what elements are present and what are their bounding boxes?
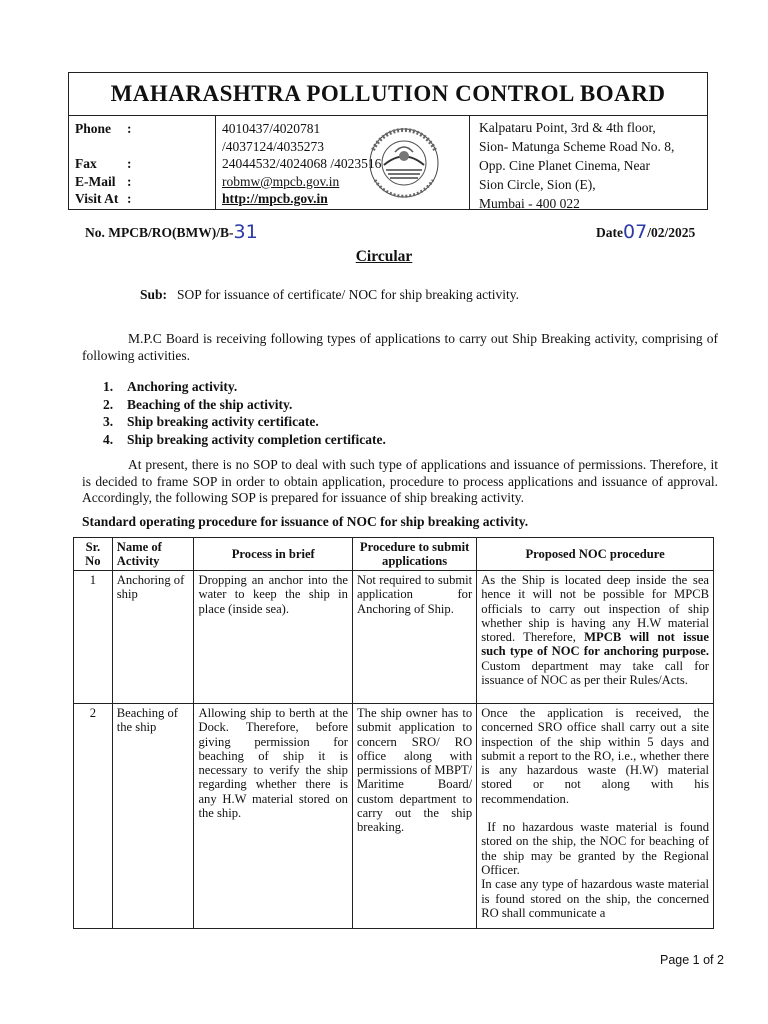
- org-name: MAHARASHTRA POLLUTION CONTROL BOARD: [69, 73, 707, 116]
- table-header-row: [74, 538, 714, 571]
- header-noc-procedure: Proposed NOC procedure: [477, 538, 714, 571]
- subject-label: Sub:: [140, 287, 168, 302]
- email-label: E-Mail: [75, 173, 116, 189]
- header-procedure: Procedure to submit applications: [352, 538, 476, 571]
- table-row: [74, 704, 714, 929]
- cell-sr: 2: [74, 704, 113, 929]
- letterhead-divider: [215, 116, 216, 210]
- phone-line-1: 4010437/4020781: [222, 121, 321, 136]
- phone-label: Phone: [75, 121, 112, 136]
- reference-number: No. MPCB/RO(BMW)/B-31: [85, 221, 258, 243]
- subject-line: [140, 287, 519, 303]
- circular-title: Circular: [355, 248, 413, 265]
- second-paragraph: At present, there is no SOP to deal with such type of applications and issuance of permissions. Therefore, it is decided to frame SOP in order to obtain application, procedure to process applications and issuance of approval. Accordingly, the following SOP is prepared for issuance of ship breaking activity.: [82, 457, 718, 505]
- list-item: 1. Anchoring activity.: [103, 379, 238, 394]
- cell-noc-procedure: As the Ship is located deep inside the sea hence it will not be possible for MPCB officials to carry out inspection of ship whether ship is having any H.W material stored. Therefore, MPCB will not issue such type of NOC for anchoring purpose. Custom department may take call for issuance of NOC as per their Rules/Acts.: [477, 571, 714, 704]
- email-link[interactable]: robmw@mpcb.gov.in: [222, 173, 340, 189]
- handwritten-number: 31: [233, 221, 258, 243]
- fax-value: 24044532/4024068 /4023516: [222, 156, 382, 171]
- visit-label: Visit At: [75, 191, 119, 206]
- handwritten-day: 07: [623, 221, 648, 243]
- reference-date: Date07/02/2025: [596, 221, 696, 243]
- letterhead: [68, 72, 708, 210]
- cell-noc-procedure: Once the application is received, the concerned SRO office shall carry out a site inspection of the ship within 5 days and submit a report to the RO, i.e., whether there is any hazardous waste (H.W) material stored or not along with his recommendation. If no hazardous waste material is found stored on the ship, the NOC for beaching of the ship may be granted by the Regional Officer. In case any type of hazardous waste material is found stored on the ship, the concerned RO shall communicate a: [477, 704, 714, 929]
- subject-text: SOP for issuance of certificate/ NOC for ship breaking activity.: [177, 287, 520, 302]
- office-address: Kalpataru Point, 3rd & 4th floor, Sion- Matunga Scheme Road No. 8, Opp. Cine Planet Cinema, Near Sion Circle, Sion (E), Mumbai - 400 022: [479, 120, 675, 211]
- sop-heading: Standard operating procedure for issuance of NOC for ship breaking activity.: [82, 514, 529, 529]
- table-row: [74, 571, 714, 704]
- list-item: 4. Ship breaking activity completion certificate.: [103, 431, 386, 447]
- sop-table: [73, 537, 714, 929]
- activity-list: [103, 378, 386, 448]
- contact-labels: Phone : Fax : E-Mail : Visit At :: [75, 121, 132, 206]
- cell-sr: 1: [74, 571, 113, 704]
- cell-procedure: Not required to submit application for Anchoring of Ship.: [352, 571, 476, 704]
- header-sr-no: Sr. No: [74, 538, 113, 571]
- header-process: Process in brief: [194, 538, 353, 571]
- cell-procedure: The ship owner has to submit application to concern SRO/ RO office along with permissions of MBPT/ Maritime Board/ custom department to carry out the ship breaking.: [352, 704, 476, 929]
- header-activity-name: Name of Activity: [112, 538, 194, 571]
- page-number: Page 1 of 2: [660, 953, 724, 967]
- cell-activity-name: Beaching of the ship: [112, 704, 194, 929]
- cell-activity-name: Anchoring of ship: [112, 571, 194, 704]
- list-item: 2. Beaching of the ship activity.: [103, 396, 293, 412]
- cell-process: Allowing ship to berth at the Dock. Therefore, before giving permission for beaching of ship it is necessary to verify the ship regarding whether there is any H.W material stored on the ship.: [194, 704, 353, 929]
- fax-label: Fax: [75, 156, 97, 171]
- letterhead-divider: [469, 116, 470, 210]
- cell-process: Dropping an anchor into the water to keep the ship in place (inside sea).: [194, 571, 353, 704]
- intro-paragraph: M.P.C Board is receiving following types of applications to carry out Ship Breaking activity, comprising of following activities.: [82, 331, 718, 363]
- website-link[interactable]: http://mpcb.gov.in: [222, 191, 328, 206]
- letterhead-contact-block: [69, 116, 707, 210]
- list-item: 3. Ship breaking activity certificate.: [103, 414, 319, 429]
- mpcb-seal-logo: [359, 122, 449, 204]
- contact-values: [222, 120, 381, 208]
- phone-line-2: /4037124/4035273: [222, 138, 325, 154]
